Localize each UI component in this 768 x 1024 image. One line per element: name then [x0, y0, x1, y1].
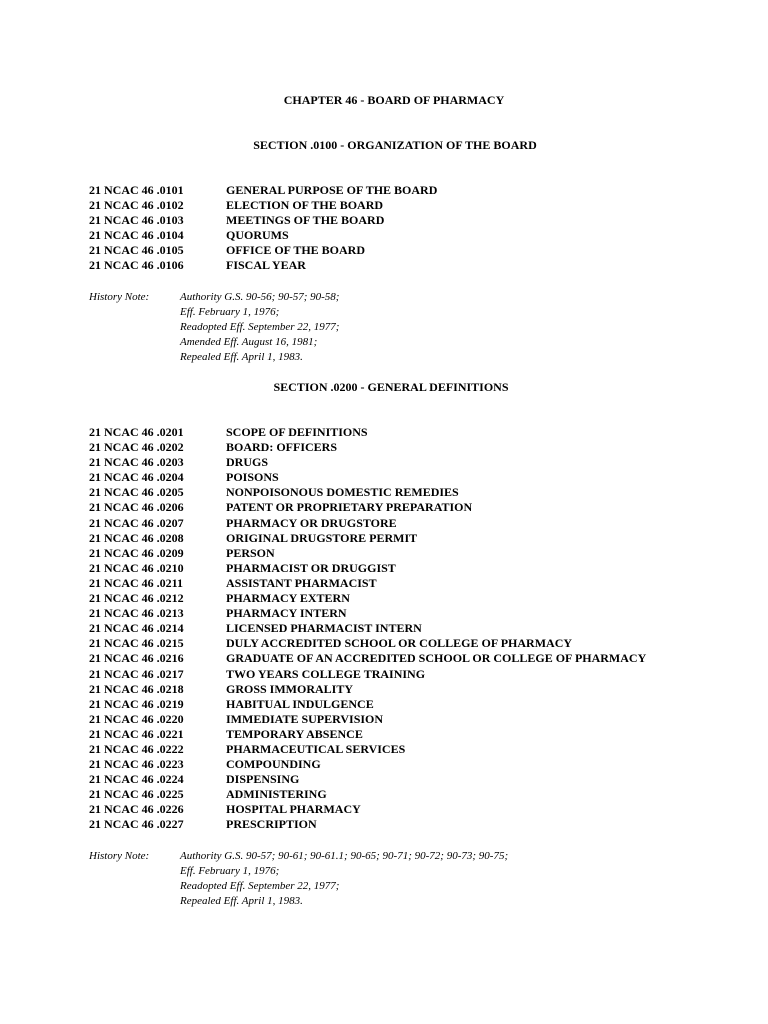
rule-code: 21 NCAC 46 .0211 — [89, 575, 184, 590]
rule-code: 21 NCAC 46 .0221 — [89, 726, 184, 741]
rule-code: 21 NCAC 46 .0216 — [89, 651, 184, 666]
rule-code: 21 NCAC 46 .0227 — [89, 817, 184, 832]
section-0100-history-note — [89, 290, 339, 365]
rule-title: PHARMACY EXTERN — [226, 591, 350, 606]
rule-code: 21 NCAC 46 .0220 — [89, 711, 184, 726]
rule-code: 21 NCAC 46 .0105 — [89, 243, 184, 258]
rule-code: 21 NCAC 46 .0201 — [89, 425, 184, 439]
history-note-lines — [180, 290, 339, 365]
rule-row — [89, 546, 646, 561]
history-line: Eff. February 1, 1976; — [180, 865, 280, 877]
rule-code: 21 NCAC 46 .0225 — [89, 787, 184, 802]
rule-title: TWO YEARS COLLEGE TRAINING — [226, 666, 426, 681]
rule-code: 21 NCAC 46 .0104 — [89, 228, 184, 243]
rule-code: 21 NCAC 46 .0213 — [89, 606, 184, 621]
section-0100-rule-list — [89, 183, 437, 274]
rule-row — [89, 651, 646, 666]
rule-row — [89, 697, 646, 712]
rule-title: PHARMACIST OR DRUGGIST — [226, 560, 396, 575]
rule-row — [89, 516, 646, 531]
history-line: Authority G.S. 90-56; 90-57; 90-58; — [180, 291, 340, 303]
rule-title: COMPOUNDING — [226, 757, 321, 772]
rule-row — [89, 258, 437, 273]
rule-title: LICENSED PHARMACIST INTERN — [226, 621, 422, 636]
rule-code: 21 NCAC 46 .0204 — [89, 470, 184, 485]
rule-title: GROSS IMMORALITY — [226, 681, 354, 696]
rule-code: 21 NCAC 46 .0205 — [89, 485, 184, 500]
rule-title: PHARMACY OR DRUGSTORE — [226, 515, 397, 530]
rule-title: HABITUAL INDULGENCE — [226, 696, 374, 711]
history-note-label: History Note: — [89, 850, 150, 862]
rule-code: 21 NCAC 46 .0210 — [89, 560, 184, 575]
history-line: Readopted Eff. September 22, 1977; — [180, 321, 340, 333]
rule-code: 21 NCAC 46 .0209 — [89, 545, 184, 560]
rule-title: FISCAL YEAR — [226, 258, 306, 273]
rule-row — [89, 243, 437, 258]
rule-title: OFFICE OF THE BOARD — [226, 243, 366, 258]
rule-code: 21 NCAC 46 .0214 — [89, 621, 184, 636]
rule-row — [89, 470, 646, 485]
rule-title: PHARMACEUTICAL SERVICES — [226, 741, 406, 756]
rule-row — [89, 787, 646, 802]
rule-row — [89, 213, 437, 228]
rule-row — [89, 772, 646, 787]
rule-title: NONPOISONOUS DOMESTIC REMEDIES — [226, 485, 459, 500]
history-line: Authority G.S. 90-57; 90-61; 90-61.1; 90-65; 90-71; 90-72; 90-73; 90-75; — [180, 850, 509, 862]
history-note-label: History Note: — [89, 291, 150, 303]
rule-code: 21 NCAC 46 .0218 — [89, 681, 184, 696]
rule-title: DULY ACCREDITED SCHOOL OR COLLEGE OF PHARMACY — [226, 636, 573, 651]
rule-code: 21 NCAC 46 .0203 — [89, 455, 184, 470]
history-line: Amended Eff. August 16, 1981; — [180, 336, 318, 348]
rule-title: POISONS — [226, 470, 279, 485]
rule-row — [89, 500, 646, 515]
section-0200-history-note — [89, 849, 508, 909]
rule-row — [89, 742, 646, 757]
rule-title: PERSON — [226, 545, 275, 560]
rule-code: 21 NCAC 46 .0226 — [89, 802, 184, 817]
rule-code: 21 NCAC 46 .0207 — [89, 515, 184, 530]
history-line: Readopted Eff. September 22, 1977; — [180, 880, 340, 892]
rule-title: TEMPORARY ABSENCE — [226, 726, 363, 741]
section-0200-heading: SECTION .0200 - GENERAL DEFINITIONS — [273, 380, 509, 394]
rule-row — [89, 591, 646, 606]
rule-code: 21 NCAC 46 .0215 — [89, 636, 184, 651]
rule-row — [89, 425, 646, 440]
rule-row — [89, 621, 646, 636]
rule-title: DRUGS — [226, 455, 269, 470]
rule-row — [89, 817, 646, 832]
rule-title: GRADUATE OF AN ACCREDITED SCHOOL OR COLLEGE OF PHARMACY — [226, 651, 647, 666]
rule-row — [89, 667, 646, 682]
rule-title: PATENT OR PROPRIETARY PREPARATION — [226, 500, 473, 515]
rule-title: GENERAL PURPOSE OF THE BOARD — [226, 183, 438, 197]
history-note-lines — [180, 849, 508, 909]
rule-code: 21 NCAC 46 .0217 — [89, 666, 184, 681]
history-line: Eff. February 1, 1976; — [180, 306, 280, 318]
rule-title: HOSPITAL PHARMACY — [226, 802, 361, 817]
rule-title: ASSISTANT PHARMACIST — [226, 575, 377, 590]
rule-code: 21 NCAC 46 .0224 — [89, 772, 184, 787]
section-0200-rule-list — [89, 425, 646, 833]
rule-row — [89, 802, 646, 817]
rule-title: PHARMACY INTERN — [226, 606, 347, 621]
history-line: Repealed Eff. April 1, 1983. — [180, 895, 303, 907]
rule-code: 21 NCAC 46 .0206 — [89, 500, 184, 515]
rule-row — [89, 606, 646, 621]
rule-row — [89, 228, 437, 243]
rule-title: BOARD: OFFICERS — [226, 440, 338, 455]
rule-row — [89, 561, 646, 576]
rule-code: 21 NCAC 46 .0212 — [89, 591, 184, 606]
rule-code: 21 NCAC 46 .0219 — [89, 696, 184, 711]
rule-row — [89, 636, 646, 651]
rule-title: DISPENSING — [226, 772, 300, 787]
rule-row — [89, 531, 646, 546]
rule-row — [89, 727, 646, 742]
rule-title: SCOPE OF DEFINITIONS — [226, 425, 368, 439]
rule-row — [89, 576, 646, 591]
rule-title: MEETINGS OF THE BOARD — [226, 213, 385, 228]
rule-title: ELECTION OF THE BOARD — [226, 198, 384, 213]
rule-code: 21 NCAC 46 .0208 — [89, 530, 184, 545]
rule-row — [89, 198, 437, 213]
rule-title: QUORUMS — [226, 228, 289, 243]
rule-row — [89, 712, 646, 727]
rule-row — [89, 455, 646, 470]
section-0100-heading: SECTION .0100 - ORGANIZATION OF THE BOARD — [253, 138, 537, 152]
rule-code: 21 NCAC 46 .0102 — [89, 198, 184, 213]
rule-row — [89, 757, 646, 772]
rule-code: 21 NCAC 46 .0103 — [89, 213, 184, 228]
rule-code: 21 NCAC 46 .0202 — [89, 440, 184, 455]
rule-code: 21 NCAC 46 .0222 — [89, 741, 184, 756]
rule-code: 21 NCAC 46 .0101 — [89, 183, 184, 197]
rule-row — [89, 682, 646, 697]
history-line: Repealed Eff. April 1, 1983. — [180, 351, 303, 363]
rule-title: IMMEDIATE SUPERVISION — [226, 711, 384, 726]
rule-title: ORIGINAL DRUGSTORE PERMIT — [226, 530, 418, 545]
rule-code: 21 NCAC 46 .0106 — [89, 258, 184, 273]
rule-row — [89, 183, 437, 198]
rule-title: PRESCRIPTION — [226, 817, 317, 832]
rule-title: ADMINISTERING — [226, 787, 327, 802]
rule-row — [89, 485, 646, 500]
rule-code: 21 NCAC 46 .0223 — [89, 757, 184, 772]
rule-row — [89, 440, 646, 455]
chapter-title: CHAPTER 46 - BOARD OF PHARMACY — [283, 93, 505, 107]
